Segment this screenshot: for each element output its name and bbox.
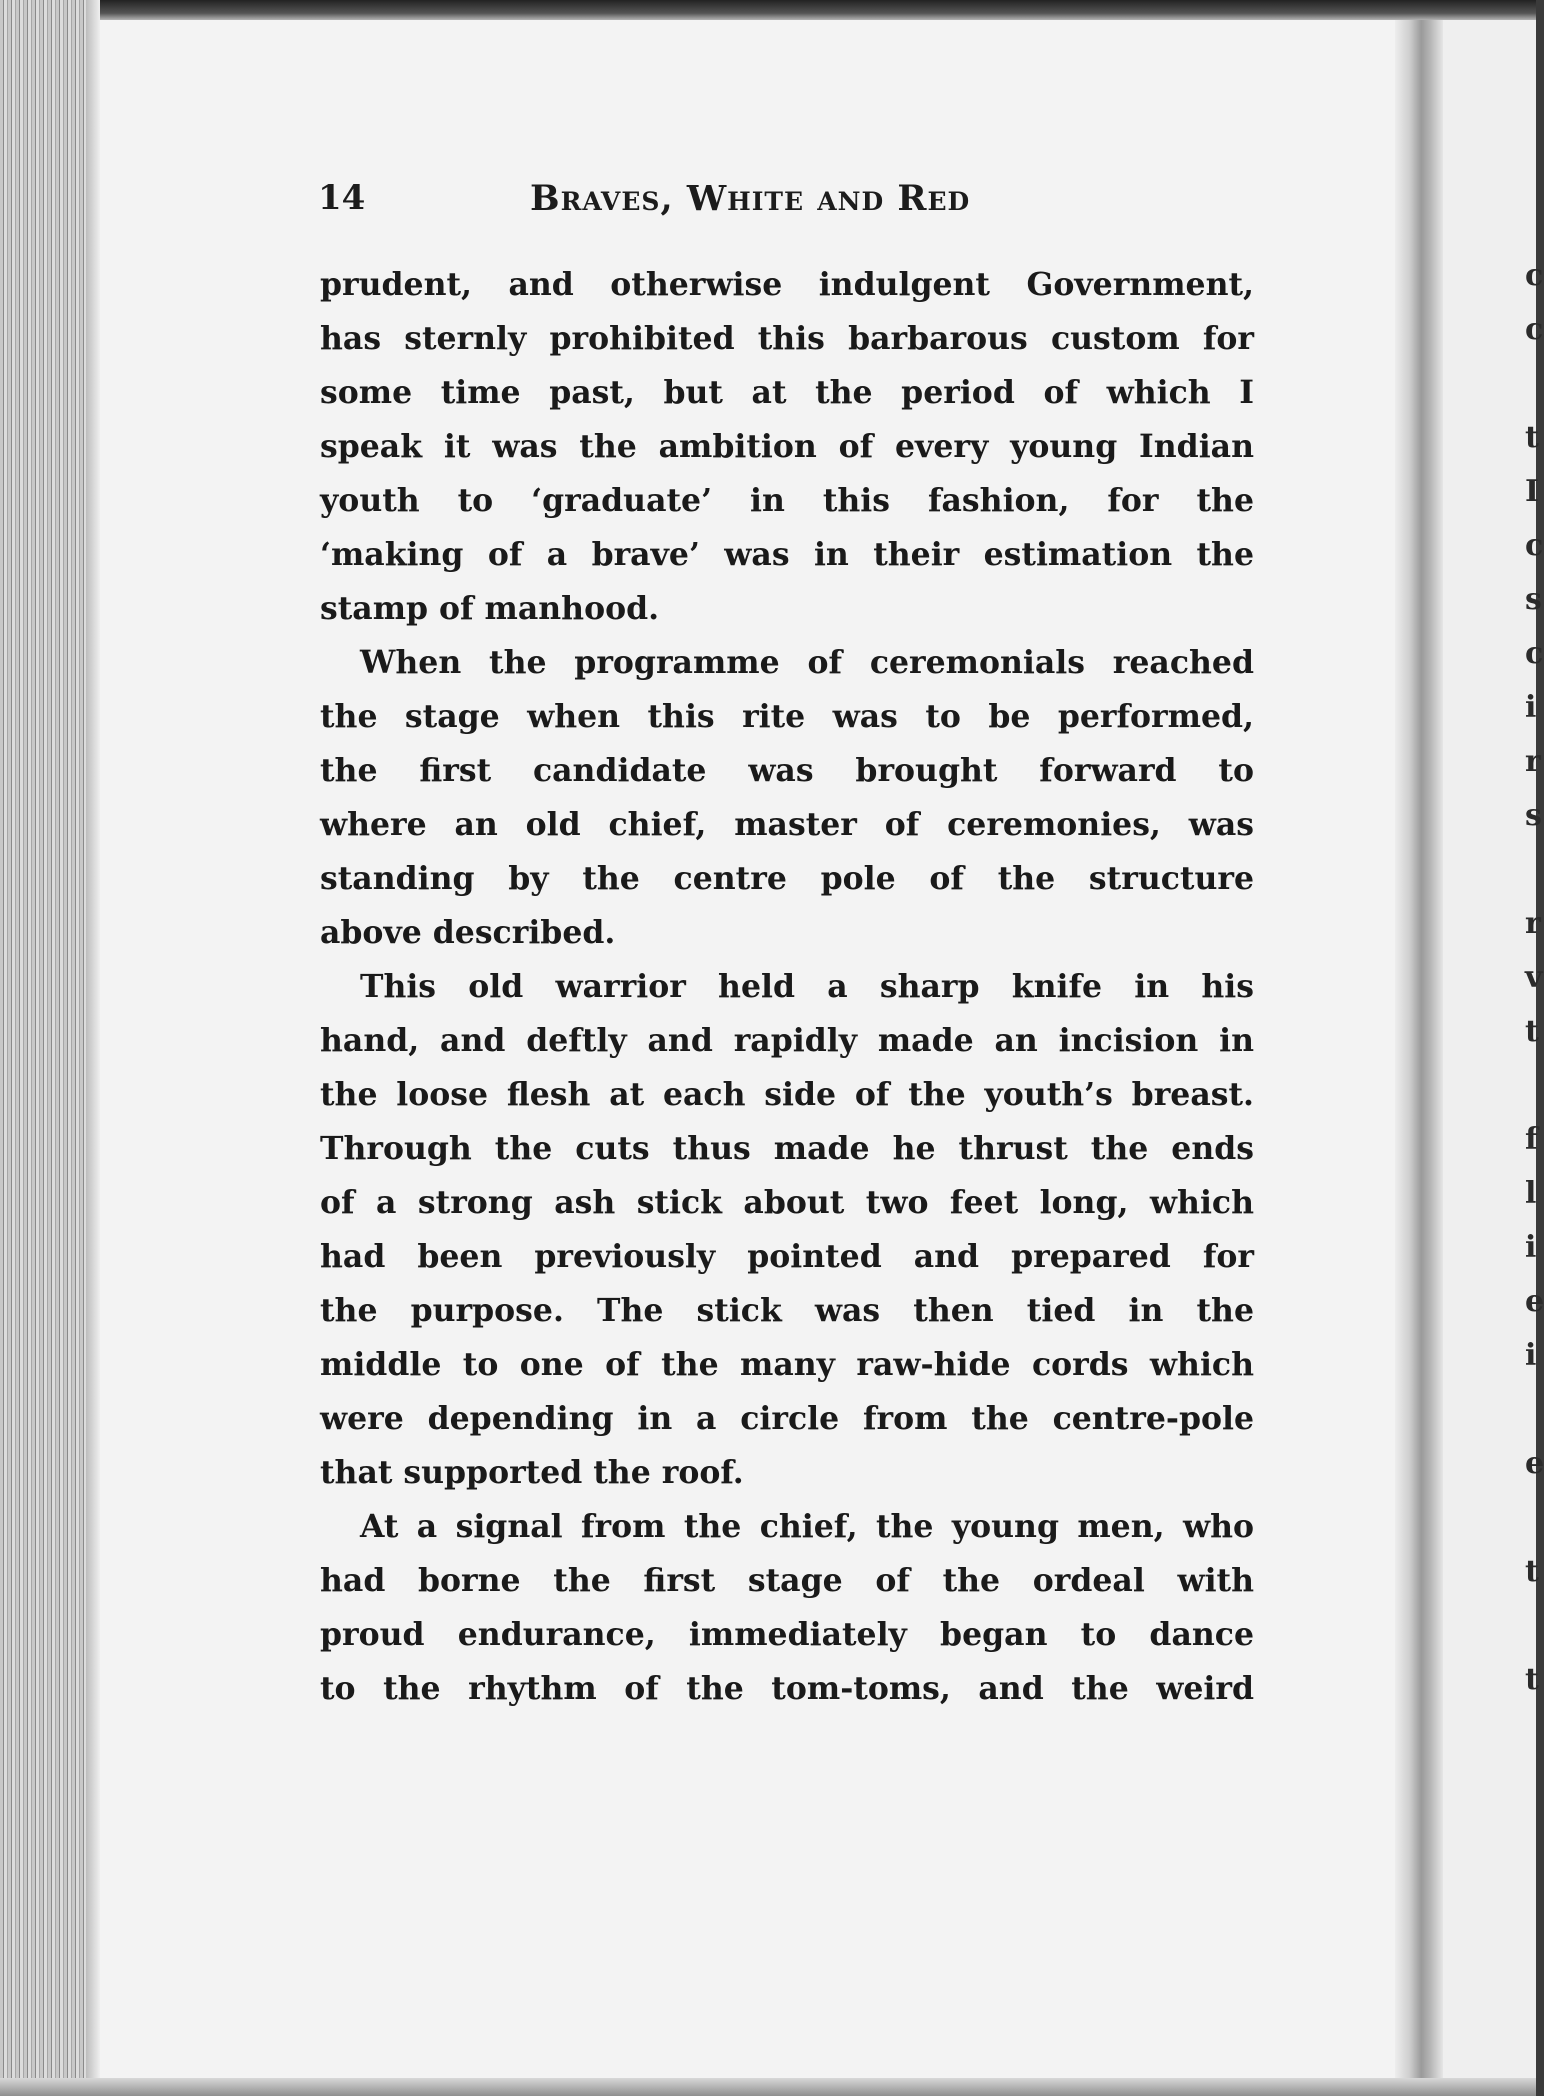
text-line: stamp of manhood. xyxy=(320,590,660,627)
facing-page-letter: e xyxy=(1525,1284,1544,1319)
text-line: ‘making of a brave’ was in their estimation the xyxy=(320,536,1254,573)
text-line: hand, and deftly and rapidly made an incision in xyxy=(320,1022,1254,1059)
facing-page-letter: r xyxy=(1525,906,1541,941)
running-head: Braves, White and Red xyxy=(530,178,971,219)
text-line: youth to ‘graduate’ in this fashion, for the xyxy=(320,482,1254,519)
text-line: At a signal from the chief, the young men, who xyxy=(360,1508,1254,1545)
text-line: speak it was the ambition of every young Indian xyxy=(320,428,1254,465)
facing-page-letter: t xyxy=(1525,1554,1539,1589)
facing-page-letter: f xyxy=(1525,1122,1538,1157)
text-line: some time past, but at the period of which I xyxy=(320,374,1254,411)
facing-page-letter: t xyxy=(1525,420,1539,455)
page-number: 14 xyxy=(318,178,366,218)
scan-bottom-edge xyxy=(0,2078,1536,2096)
facing-page-letter: i xyxy=(1525,1338,1537,1373)
text-line: had been previously pointed and prepared for xyxy=(320,1238,1254,1275)
stacked-page-edges xyxy=(0,0,100,2096)
facing-page-letter: t xyxy=(1525,1662,1539,1697)
text-line: middle to one of the many raw-hide cords which xyxy=(320,1346,1254,1383)
text-line: the loose flesh at each side of the youth’s breast. xyxy=(320,1076,1254,1113)
text-line: prudent, and otherwise indulgent Government, xyxy=(320,266,1254,303)
facing-page-letter: c xyxy=(1525,312,1544,347)
facing-page-letter: I xyxy=(1525,474,1540,509)
facing-page-letter: r xyxy=(1525,744,1541,779)
text-line: had borne the first stage of the ordeal with xyxy=(320,1562,1254,1599)
page-header xyxy=(318,178,1258,228)
text-line: where an old chief, master of ceremonies, was xyxy=(320,806,1254,843)
text-line: to the rhythm of the tom-toms, and the weird xyxy=(320,1670,1254,1707)
text-line: above described. xyxy=(320,914,616,951)
text-line: Through the cuts thus made he thrust the ends xyxy=(320,1130,1254,1167)
text-line: proud endurance, immediately began to dance xyxy=(320,1616,1254,1653)
text-line: the purpose. The stick was then tied in the xyxy=(320,1292,1254,1329)
facing-page-letter: l xyxy=(1525,1176,1537,1211)
text-line: were depending in a circle from the centre-pole xyxy=(320,1400,1254,1437)
body-text xyxy=(320,258,1254,1716)
facing-page-letter: c xyxy=(1525,528,1544,563)
facing-page-letter: i xyxy=(1525,690,1537,725)
facing-page-letter: v xyxy=(1525,960,1543,995)
text-line: This old warrior held a sharp knife in his xyxy=(360,968,1254,1005)
facing-page-letter: i xyxy=(1525,1230,1537,1265)
text-line: the first candidate was brought forward to xyxy=(320,752,1254,789)
book-gutter xyxy=(1395,20,1443,2078)
text-line: the stage when this rite was to be performed, xyxy=(320,698,1254,735)
facing-page-edge xyxy=(1443,20,1544,2078)
facing-page-letter: e xyxy=(1525,1446,1544,1481)
facing-page-letter: s xyxy=(1525,798,1542,833)
text-line: of a strong ash stick about two feet long, which xyxy=(320,1184,1254,1221)
text-line: that supported the roof. xyxy=(320,1454,744,1491)
facing-page-letter: t xyxy=(1525,1014,1539,1049)
facing-page-letter: c xyxy=(1525,636,1544,671)
scan-top-edge xyxy=(0,0,1536,22)
facing-page-letter: c xyxy=(1525,258,1544,293)
text-line: When the programme of ceremonials reached xyxy=(360,644,1254,681)
text-line: standing by the centre pole of the structure xyxy=(320,860,1254,897)
text-line: has sternly prohibited this barbarous custom for xyxy=(320,320,1254,357)
facing-page-letter: s xyxy=(1525,582,1542,617)
